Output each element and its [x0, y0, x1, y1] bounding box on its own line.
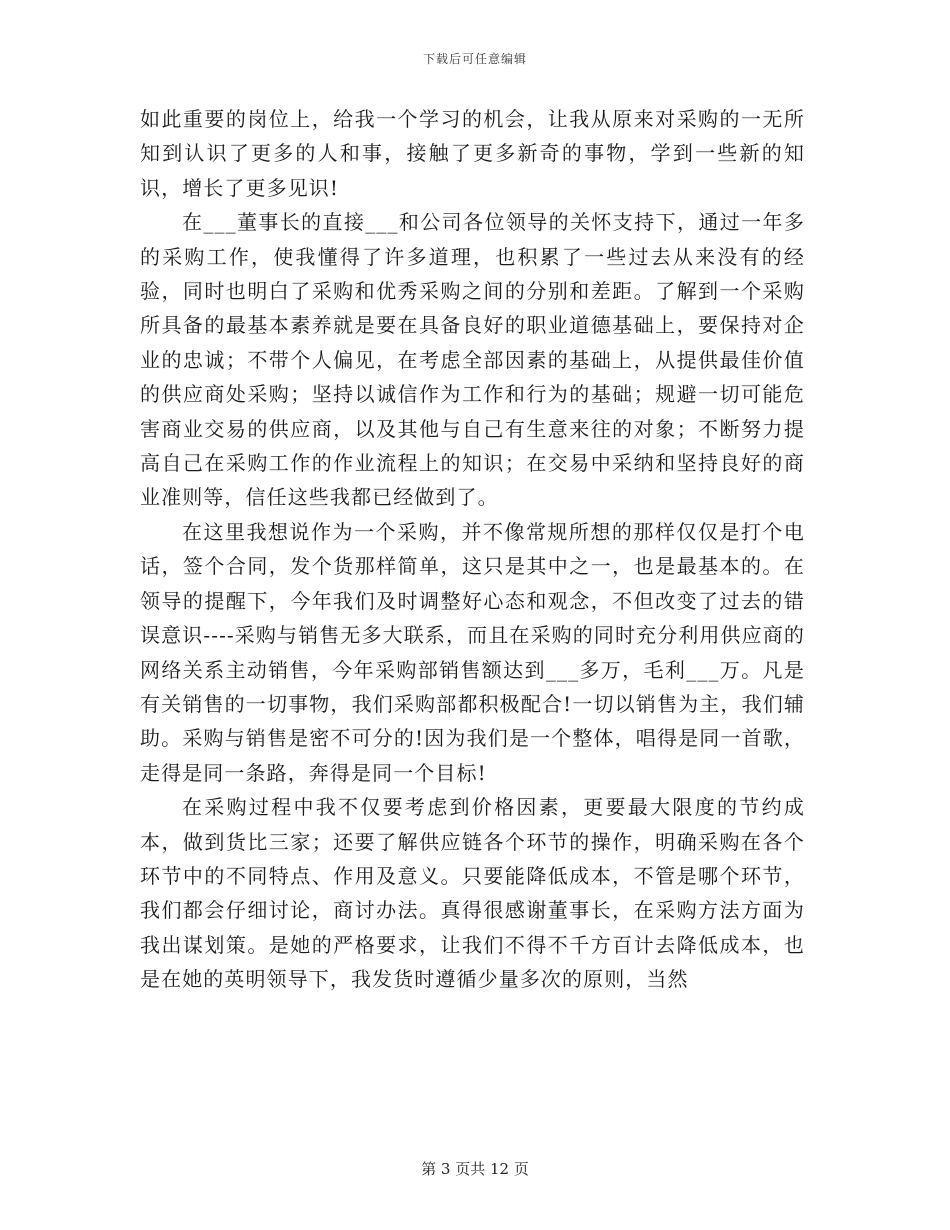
paragraph-4: 在采购过程中我不仅要考虑到价格因素，更要最大限度的节约成本，做到货比三家；还要了解供应链各个环节的操作，明确采购在各个环节中的不同特点、作用及意义。只要能降低成本，不管是哪个环节，我们都会仔细讨论，商讨办法。真得很感谢董事长，在采购方法方面为我出谋划策。是她的严格要求，让我们不得不千方百计去降低成本，也是在她的英明领导下，我发货时遵循少量多次的原则，当然: [140, 795, 805, 992]
paragraph-2: 在___董事长的直接___和公司各位领导的关怀支持下，通过一年多的采购工作，使我懂得了许多道理，也积累了一些过去从来没有的经验，同时也明白了采购和优秀采购之间的分别和差距。了解到一个采购所具备的最基本素养就是要在具备良好的职业道德基础上，要保持对企业的忠诚；不带个人偏见，在考虑全部因素的基础上，从提供最佳价值的供应商处采购；坚持以诚信作为工作和行为的基础；规避一切可能危害商业交易的供应商，以及其他与自己有生意来往的对象；不断努力提高自己在采购工作的作业流程上的知识；在交易中采纳和坚持良好的商业准则等，信任这些我都已经做到了。: [140, 210, 805, 510]
paragraph-3: 在这里我想说作为一个采购，并不像常规所想的那样仅仅是打个电话，签个合同，发个货那样简单，这只是其中之一，也是最基本的。在领导的提醒下，今年我们及时调整好心态和观念，不但改变了过去的错误意识----采购与销售无多大联系，而且在采购的同时充分利用供应商的网络关系主动销售，今年采购部销售额达到___多万，毛利___万。凡是有关销售的一切事物，我们采购部都积极配合!一切以销售为主，我们辅助。采购与销售是密不可分的!因为我们是一个整体，唱得是同一首歌，走得是同一条路，奔得是同一个目标!: [140, 519, 805, 785]
document-body: [140, 102, 805, 997]
page-header: 下载后可任意编辑: [422, 52, 527, 66]
page-footer: 第 3 页共 12 页: [421, 1160, 529, 1178]
paragraph-1: 如此重要的岗位上，给我一个学习的机会，让我从原来对采购的一无所知到认识了更多的人和事，接触了更多新奇的事物，学到一些新的知识，增长了更多见识!: [140, 107, 805, 200]
